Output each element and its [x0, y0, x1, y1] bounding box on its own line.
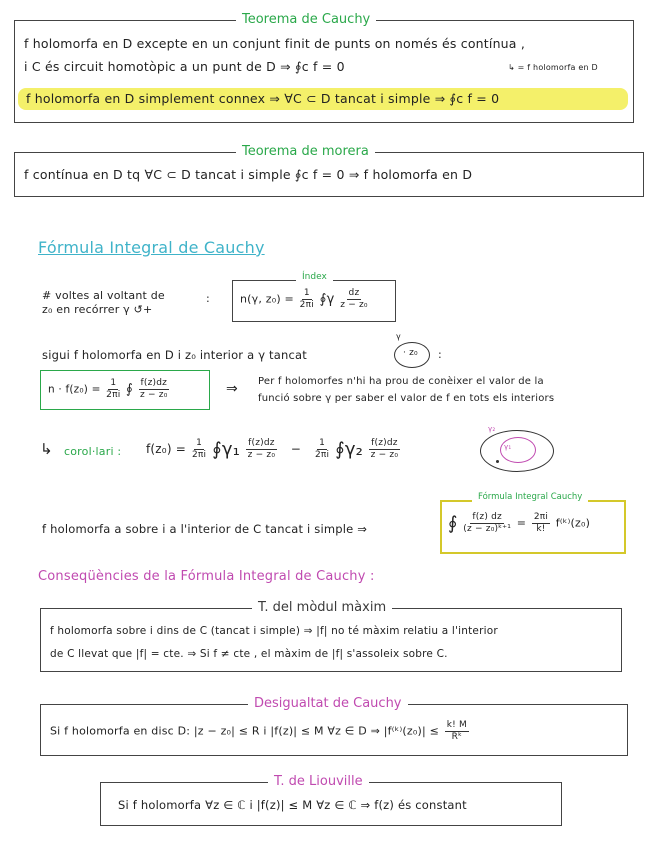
cor-frac-2 — [315, 438, 329, 461]
desig-num: k! M — [446, 720, 467, 730]
general-den: (z − z₀)ᵏ⁺¹ — [463, 524, 512, 534]
general-right-frac — [532, 512, 550, 535]
liouville-title: T. de Liouville — [268, 774, 369, 789]
general-eq: = — [516, 516, 527, 530]
cor-f-num-2: f(z)dz — [371, 438, 398, 448]
cor-frac-2-den: 2πi — [314, 450, 330, 460]
cor-f-den-1: z − z₀ — [247, 450, 276, 460]
general-text: f holomorfa a sobre i a l'interior de C tancat i simple ⇒ — [42, 522, 368, 536]
index-dz-den: z − z₀ — [340, 300, 368, 310]
morera-title: Teorema de morera — [236, 144, 375, 159]
nf-integral: ∮ — [125, 382, 133, 397]
cor-minus: − — [290, 442, 301, 456]
cor-f-num-1: f(z)dz — [248, 438, 275, 448]
desig-line — [50, 720, 471, 743]
index-formula — [240, 288, 370, 311]
index-title: Índex — [296, 272, 333, 282]
nf-formula — [48, 378, 171, 401]
cor-f-frac-1 — [246, 438, 277, 461]
sigui-line: sigui f holomorfa en D i z₀ interior a γ tancat — [42, 348, 307, 362]
morera-line: f contínua en D tq ∀C ⊂ D tancat i simple ∮c f = 0 ⇒ f holomorfa en D — [24, 167, 473, 182]
nf-int-frac — [139, 378, 170, 401]
votes-line-2: z₀ en recórrer γ ↺+ — [42, 303, 153, 316]
cauchy-line-3: f holomorfa en D simplement connex ⇒ ∀C ⊂ D tancat i simple ⇒ ∮c f = 0 — [26, 91, 500, 106]
cor-frac-2-num: 1 — [319, 438, 326, 448]
cor-f-frac-2 — [369, 438, 400, 461]
nf-lhs: n · f(z₀) = — [48, 383, 101, 396]
modul-line-2: de C llevat que |f| = cte. ⇒ Si f ≠ cte , el màxim de |f| s'assoleix sobre C. — [50, 648, 448, 660]
modul-box — [40, 608, 622, 672]
nf-den: z − z₀ — [140, 390, 168, 400]
cor-f-den-2: z − z₀ — [370, 450, 399, 460]
z0-label: · z₀ — [403, 348, 418, 358]
cauchy-line-1: f holomorfa en D excepte en un conjunt finit de punts on només és contínua , — [24, 36, 526, 51]
cor-frac-1 — [192, 438, 206, 461]
nf-frac-num: 1 — [110, 378, 117, 388]
cor-integral-2: ∮γ₂ — [335, 439, 364, 460]
votes-line-1: # voltes al voltant de — [42, 289, 165, 302]
formula-heading: Fórmula Integral de Cauchy — [38, 238, 265, 257]
nf-frac-den: 2πi — [106, 390, 121, 400]
desig-text: Si f holomorfa en disc D: |z − z₀| ≤ R i |f(z)| ≤ M ∀z ∈ D ⇒ |f⁽ᵏ⁾(z₀)| ≤ — [50, 724, 440, 738]
desig-title: Desigualtat de Cauchy — [248, 696, 408, 711]
desig-den: Rᵏ — [451, 732, 463, 742]
cor-integral-1: ∮γ₁ — [212, 439, 241, 460]
cauchy-title: Teorema de Cauchy — [236, 12, 376, 27]
desig-frac — [445, 720, 469, 743]
per-line-2: funció sobre γ per saber el valor de f en tots els interiors — [258, 393, 555, 404]
general-rhs: f⁽ᵏ⁾(z₀) — [555, 516, 591, 530]
corollari-formula — [146, 438, 402, 461]
general-rnum: 2πi — [533, 512, 549, 522]
cor-frac-1-num: 1 — [196, 438, 203, 448]
cor-lhs: f(z₀) = — [146, 442, 186, 456]
corollari-arrow: ↳ — [40, 440, 53, 458]
general-integral: ∮ — [448, 513, 458, 534]
cauchy-line-2: i C és circuit homotòpic a un punt de D ⇒ ∮c f = 0 — [24, 59, 345, 74]
gamma2-label: γ₂ — [488, 425, 496, 433]
general-left-frac — [463, 512, 511, 535]
index-integral: ∮γ — [319, 292, 335, 307]
cauchy-note: ↳ = f holomorfa en D — [508, 63, 598, 72]
index-lhs: n(γ, z₀) = — [240, 292, 294, 306]
modul-title: T. del mòdul màxim — [252, 600, 392, 615]
gamma-label: γ — [396, 332, 401, 341]
general-num: f(z) dz — [472, 512, 502, 522]
index-dz-frac — [340, 288, 368, 311]
modul-line-1: f holomorfa sobre i dins de C (tancat i simple) ⇒ |f| no té màxim relatiu a l'interior — [50, 625, 498, 637]
sigui-colon: : — [438, 348, 442, 361]
index-frac-den: 2πi — [299, 300, 314, 310]
z0-dot — [496, 460, 499, 463]
consequencies-heading: Conseqüències de la Fórmula Integral de Cauchy : — [38, 569, 375, 584]
index-frac-num: 1 — [303, 288, 310, 298]
nf-frac — [106, 378, 120, 401]
votes-colon: : — [206, 292, 210, 305]
nf-arrow: ⇒ — [226, 381, 238, 397]
nf-num: f(z)dz — [140, 378, 168, 388]
corollari-label: corol·lari : — [64, 445, 122, 458]
liouville-line: Si f holomorfa ∀z ∈ ℂ i |f(z)| ≤ M ∀z ∈ ℂ ⇒ f(z) és constant — [118, 798, 467, 812]
index-frac — [300, 288, 314, 311]
general-formula — [448, 512, 590, 535]
gamma1-label: γ₁ — [504, 443, 512, 451]
cor-frac-1-den: 2πi — [191, 450, 207, 460]
per-line-1: Per f holomorfes n'hi ha prou de conèixer el valor de la — [258, 376, 544, 387]
general-title: Fórmula Integral Cauchy — [472, 492, 588, 502]
index-dz-num: dz — [348, 288, 360, 298]
general-rden: k! — [536, 524, 546, 534]
